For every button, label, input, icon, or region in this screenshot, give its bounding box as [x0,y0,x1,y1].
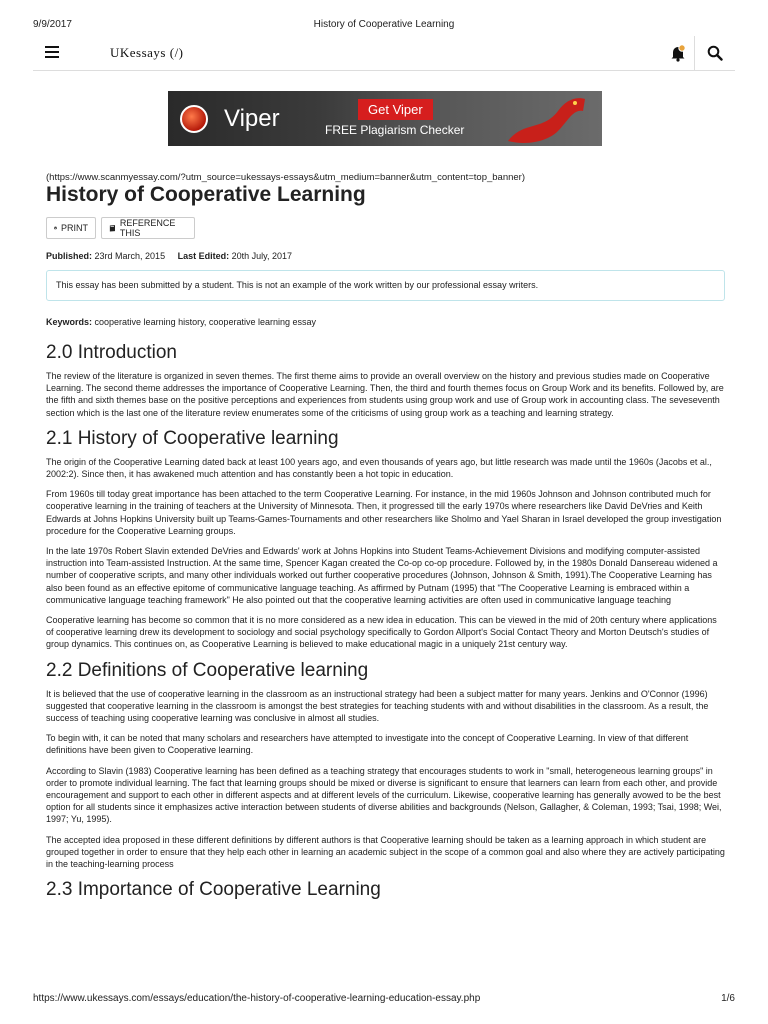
paragraph: In the late 1970s Robert Slavin extended DeVries and Edwards' work at Johns Hopkins into Student Teams-Achievement Divisions and modifying computer-assisted instruction into Team-assisted Instruction. At the same time, Spencer Kagan created the Co-op co-op procedure. Followed by, in the 1980s Donald Dansereau widened a number of cooperative scripts, and many other individuals worked out further cooperative procedures (Johnson, Johnson & Smith, 1991).The Cooperative Learning has also been found as an effective epitome of communicative language teaching. As affirmed by Putnam (1995) that "The Cooperative Learning is embraced within a communicative language teaching framework" He also pointed out that the cooperative learning activities are often used in communicative language teaching [46,546,718,605]
paragraph: The review of the literature is organized in seven themes. The first theme aims to provide an overall overview on the history and previous studies made on Cooperative Learning. The second theme addresses the importance of Cooperative Learning. Then, the third and fourth themes focus on Group Work and its benefits. Followed by, are the fifth and sixth themes base on the positive perceptions and experiences from students using group work and use of Group work in accounting class. The seveseventh section which is the last one of the literature review enumerates some of the criticisms of using group work as a teaching and learning strategy. [46,371,724,418]
navbar [33,36,735,71]
published-label: Published: [46,251,93,261]
reference-button[interactable] [101,217,195,239]
paragraph: According to Slavin (1983) Cooperative learning has been defined as a teaching strategy that encourages students to work in "small, heterogeneous learning groups" in order to promote individual learning. The fact that learning groups should be mixed or diverse is significant to ensure that learners can learn from each other, and provide encouragement and support to each other in different aspects and at different levels of the curriculum. Likewise, cooperative learning has generally avowed to be the best option for all students since it emphasizes active interaction between students of diverse abilities and backgrounds (Nelson, Gallagher, & Coleman, 1993; Tsai, 1998; Wei, 1997; Yu, 1995). [46,765,722,825]
hamburger-menu-icon[interactable] [45,46,59,58]
section-heading: 2.2 Definitions of Cooperative learning [46,659,369,681]
paragraph: It is believed that the use of cooperative learning in the classroom as an instructional strategy had been a subject matter for many years. Jenkins and O'Connor (1996) suggested that cooperative learning in the classroom is amongst the best strategies for teaching students with and without disabilities in the classroom. As a result, the success of teaching using cooperative learning was conclusive in almost all studies. [46,688,709,724]
paragraph: From 1960s till today great importance has been attached to the term Cooperative Learning. For instance, in the mid 1960s Johnson and Johnson contributed much for cooperative learning in the training of teachers at the University of Minnesota. Then, it progressed till the early 1970s where researchers like David DeVries and Keith Edwards at Johns Hopkins University built up Teams-Games-Tournaments and other researchers like Sholmo and Yael Sharan in Israel developed the group investigation procedure for the Cooperative Learning groups. [46,489,722,536]
print-button[interactable] [46,217,96,239]
keywords-label: Keywords: [46,317,93,327]
reference-button-label: REFERENCE THIS [119,218,176,238]
printer-icon [54,224,57,232]
site-logo-link[interactable]: UKessays (/) [110,45,184,60]
banner-brand: Viper [224,105,280,132]
publish-meta [46,251,292,261]
banner-cta-button[interactable]: Get Viper [358,99,433,120]
print-footer [33,993,735,1004]
keywords [46,317,316,327]
edited-date: 20th July, 2017 [231,251,293,261]
keywords-value: cooperative learning history, cooperative learning essay [94,317,316,327]
paragraph: The accepted idea proposed in these different definitions by different authors is that Cooperative learning should be taken as a learning approach in which student are grouped together in order to ensure that they help each other in learning an academic subject in the scope of a common goal and also where they are actively participating in the teaching-learning process [46,834,725,870]
section-heading: 2.3 Importance of Cooperative Learning [46,879,381,901]
essay-content [46,337,726,907]
section-heading: 2.0 Introduction [46,342,177,363]
student-essay-notice: This essay has been submitted by a student. This is not an example of the work written by our professional essay writers. [46,270,725,301]
viper-ad-banner[interactable] [168,91,602,146]
banner-subtitle: FREE Plagiarism Checker [325,123,465,137]
section-heading: 2.1 History of Cooperative learning [46,427,339,449]
viper-logo-icon [180,105,208,133]
book-icon [109,224,116,233]
edited-label: Last Edited: [177,251,230,261]
paragraph: Cooperative learning has become so common that it is no more considered as a new idea in education. This can be viewed in the mid of 20th century where applications of cooperative learning drew its development to sociology and social psychology specifically to Gordon Allport's Social Contact Theory and Morton Deutsch's studies of group dynamics. This continues on, as Cooperative Learning is believed to make educational magic in a uniquely 21st century way. [46,615,717,650]
print-button-label: PRINT [61,223,88,233]
paragraph: The origin of the Cooperative Learning dated back at least 100 years ago, and even thousands of years ago, but little research was made until the 1960s (Jacobs et al., 2002:2). Since then, it has awakened much attention and has constantly been a hot topic in education. [46,456,712,480]
print-title: History of Cooperative Learning [313,19,455,30]
notification-bell-icon[interactable] [669,44,687,62]
snake-icon [503,91,588,146]
published-date: 23rd March, 2015 [94,251,166,261]
print-header [0,0,768,36]
search-icon[interactable] [707,45,723,61]
banner-url[interactable]: (https://www.scanmyessay.com/?utm_source=ukessays-essays&utm_medium=banner&utm_content=top_banner) [46,172,526,183]
print-date: 9/9/2017 [33,19,72,30]
paragraph: To begin with, it can be noted that many scholars and researchers have attempted to investigate into the concept of Cooperative Learning. In view of that different definitions have been given to Cooperative learning. [46,733,689,756]
footer-url: https://www.ukessays.com/essays/education/the-history-of-cooperative-learning-education-essay.php [33,993,481,1004]
page-number: 1/6 [721,993,735,1004]
navbar-divider [694,36,695,70]
page-title: History of Cooperative Learning [46,183,366,206]
